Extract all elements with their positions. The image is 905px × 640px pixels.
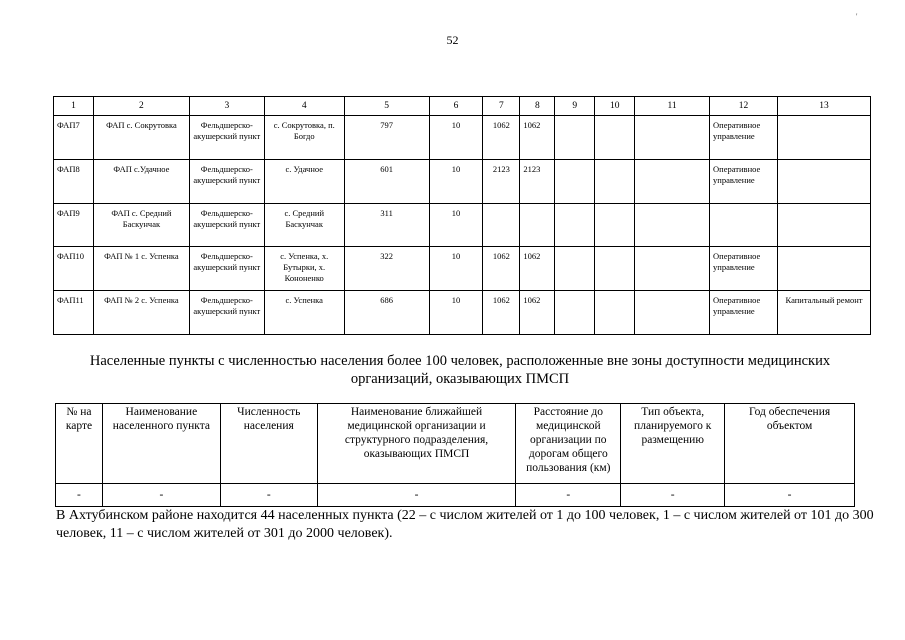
fap-ownership: Оперативное управление xyxy=(710,291,778,335)
fap-header-cell: 6 xyxy=(429,97,483,116)
fap-type: Фельдшерско-акушерский пункт xyxy=(189,291,264,335)
fap-area: с. Успенка xyxy=(264,291,344,335)
fap-cell: 2123 xyxy=(483,160,520,204)
settlement-table xyxy=(55,403,855,507)
fap-header-cell: 12 xyxy=(710,97,778,116)
fap-cell xyxy=(635,291,710,335)
fap-cell xyxy=(635,247,710,291)
table-row xyxy=(54,204,871,247)
fap-area: с. Средний Баскунчак xyxy=(264,204,344,247)
fap-name: ФАП с.Удачное xyxy=(93,160,189,204)
fap-cell: 2123 xyxy=(520,160,555,204)
fap-type: Фельдшерско-акушерский пункт xyxy=(189,160,264,204)
fap-population: 686 xyxy=(344,291,429,335)
settlement-header-cell: Год обеспечения объектом xyxy=(725,404,855,484)
fap-header-cell: 9 xyxy=(555,97,595,116)
table-row xyxy=(54,291,871,335)
fap-cell xyxy=(483,204,520,247)
settlement-cell: - xyxy=(516,484,621,507)
fap-header-cell: 10 xyxy=(595,97,635,116)
fap-header-cell: 13 xyxy=(777,97,870,116)
fap-cell: 1062 xyxy=(520,291,555,335)
fap-cell: 10 xyxy=(429,116,483,160)
table-row xyxy=(56,484,855,507)
fap-cell: 10 xyxy=(429,204,483,247)
fap-population: 601 xyxy=(344,160,429,204)
table-row xyxy=(54,116,871,160)
fap-population: 797 xyxy=(344,116,429,160)
fap-type: Фельдшерско-акушерский пункт xyxy=(189,116,264,160)
fap-name: ФАП № 1 с. Успенка xyxy=(93,247,189,291)
corner-mark: ' xyxy=(856,12,858,21)
fap-cell xyxy=(595,247,635,291)
fap-cell: 1062 xyxy=(520,247,555,291)
fap-cell: 1062 xyxy=(483,116,520,160)
fap-table xyxy=(53,96,871,335)
table-row xyxy=(54,247,871,291)
fap-cell: 1062 xyxy=(520,116,555,160)
fap-type: Фельдшерско-акушерский пункт xyxy=(189,204,264,247)
fap-ownership: Оперативное управление xyxy=(710,160,778,204)
fap-header-cell: 5 xyxy=(344,97,429,116)
fap-action xyxy=(777,160,870,204)
fap-header-row xyxy=(54,97,871,116)
fap-header-cell: 2 xyxy=(93,97,189,116)
settlement-cell: - xyxy=(725,484,855,507)
fap-cell xyxy=(595,204,635,247)
fap-cell xyxy=(635,204,710,247)
fap-cell xyxy=(595,116,635,160)
fap-cell xyxy=(595,291,635,335)
fap-code: ФАП7 xyxy=(54,116,94,160)
fap-cell: 10 xyxy=(429,160,483,204)
fap-area: с. Удачное xyxy=(264,160,344,204)
fap-header-cell: 11 xyxy=(635,97,710,116)
settlement-cell: - xyxy=(220,484,317,507)
fap-cell xyxy=(635,160,710,204)
settlement-header-cell: Тип объекта, планируемого к размещению xyxy=(621,404,725,484)
fap-name: ФАП с. Сокрутовка xyxy=(93,116,189,160)
fap-cell xyxy=(555,160,595,204)
fap-code: ФАП10 xyxy=(54,247,94,291)
fap-header-cell: 4 xyxy=(264,97,344,116)
settlement-header-cell: Расстояние до медицинской организации по дорогам общего пользования (км) xyxy=(516,404,621,484)
fap-header-cell: 3 xyxy=(189,97,264,116)
table-row xyxy=(54,160,871,204)
fap-action: Капитальный ремонт xyxy=(777,291,870,335)
fap-code: ФАП8 xyxy=(54,160,94,204)
fap-area: с. Сокрутовка, п. Богдо xyxy=(264,116,344,160)
settlement-header-cell: Наименование населенного пункта xyxy=(102,404,220,484)
fap-cell xyxy=(595,160,635,204)
page-number: 52 xyxy=(446,33,459,47)
settlement-header-cell: Наименование ближайшей медицинской организации и структурного подразделения, оказывающих ПМСП xyxy=(317,404,516,484)
fap-header-cell: 8 xyxy=(520,97,555,116)
fap-header-cell: 7 xyxy=(483,97,520,116)
fap-cell xyxy=(555,204,595,247)
settlement-cell: - xyxy=(102,484,220,507)
fap-area: с. Успенка, х. Бутырки, х. Кононенко xyxy=(264,247,344,291)
fap-ownership: Оперативное управление xyxy=(710,247,778,291)
fap-header-cell: 1 xyxy=(54,97,94,116)
fap-cell: 10 xyxy=(429,291,483,335)
fap-ownership xyxy=(710,204,778,247)
summary-text: В Ахтубинском районе находится 44 населенных пункта (22 – с числом жителей от 1 до 100 человек, 1 – с числом жителей от 101 до 300 человек, 11 – с числом жителей от 301 до 2000 человек). xyxy=(56,508,874,541)
settlement-header-cell: № на карте xyxy=(56,404,103,484)
fap-action xyxy=(777,204,870,247)
fap-cell xyxy=(520,204,555,247)
fap-cell: 10 xyxy=(429,247,483,291)
section-heading: Населенные пункты с численностью населения более 100 человек, расположенные вне зоны доступности медицинских организаций, оказывающих ПМСП xyxy=(89,353,831,387)
settlement-cell: - xyxy=(317,484,516,507)
fap-cell: 1062 xyxy=(483,291,520,335)
settlement-cell: - xyxy=(56,484,103,507)
settlement-header-row xyxy=(56,404,855,484)
settlement-header-cell: Численность населения xyxy=(220,404,317,484)
fap-cell xyxy=(635,116,710,160)
fap-population: 311 xyxy=(344,204,429,247)
fap-population: 322 xyxy=(344,247,429,291)
fap-type: Фельдшерско-акушерский пункт xyxy=(189,247,264,291)
fap-cell xyxy=(555,247,595,291)
fap-name: ФАП № 2 с. Успенка xyxy=(93,291,189,335)
fap-cell: 1062 xyxy=(483,247,520,291)
fap-code: ФАП11 xyxy=(54,291,94,335)
fap-code: ФАП9 xyxy=(54,204,94,247)
settlement-cell: - xyxy=(621,484,725,507)
fap-name: ФАП с. Средний Баскунчак xyxy=(93,204,189,247)
fap-ownership: Оперативное управление xyxy=(710,116,778,160)
fap-action xyxy=(777,247,870,291)
fap-action xyxy=(777,116,870,160)
fap-cell xyxy=(555,291,595,335)
fap-cell xyxy=(555,116,595,160)
